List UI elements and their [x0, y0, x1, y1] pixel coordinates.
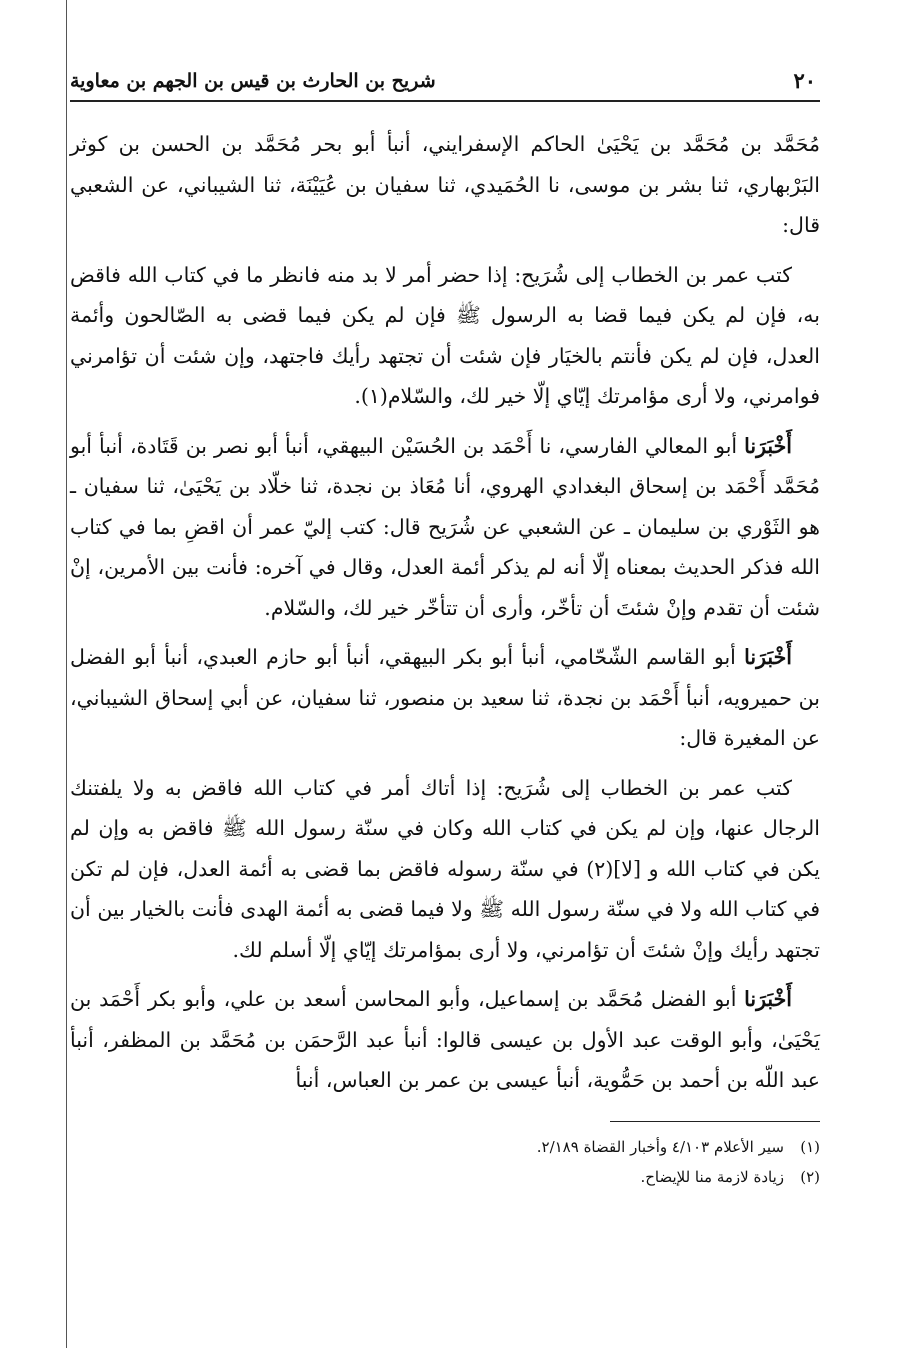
- page-number: ٢٠: [793, 68, 816, 93]
- running-title: شريح بن الحارث بن قيس بن الجهم بن معاوية: [70, 70, 436, 92]
- paragraph: [70, 426, 820, 629]
- footnote-separator: [610, 1121, 820, 1122]
- running-head: [70, 60, 820, 102]
- footnote-number: (٢): [800, 1167, 820, 1186]
- body-text: [70, 124, 820, 1101]
- footnote: [70, 1162, 820, 1192]
- footnote-number: (١): [800, 1137, 820, 1156]
- footnote-text: سير الأعلام ٤/١٠٣ وأخبار القضاة ٢/١٨٩.: [536, 1137, 784, 1156]
- page-margin-rule: [66, 0, 67, 1348]
- paragraph-text: كتب عمر بن الخطاب إلى شُرَيح: إذا حضر أمر لا بد منه فانظر ما في كتاب الله فاقض به، فإن لم يكن فيما قضا به الرسول ﷺ فإن لم يكن فيما قضى به الصّالحون وأئمة العدل، فإن لم يكن فأنتم بالخيَار فإن شئت أن تجتهد رأيك فاجتهد، وإن شئت أن تؤامرني فوامرني، ولا أرى مؤامرتك إيّاي إلّا خير لك، والسّلام(١).: [70, 262, 820, 408]
- paragraph: [70, 768, 820, 971]
- akhbarana-keyword: أَخْبَرَنا: [744, 987, 792, 1011]
- paragraph: [70, 124, 820, 246]
- akhbarana-keyword: أَخْبَرَنا: [744, 645, 792, 669]
- paragraph-text: أبو المعالي الفارسي، نا أَحْمَد بن الحُسَيْن البيهقي، أنبأ أبو نصر بن قَتَادة، أنبأ أبو مُحَمَّد أَحْمَد بن إسحاق البغدادي الهروي، أنا مُعَاذ بن نجدة، ثنا خلّاد بن يَحْيَىٰ، ثنا سفيان ـ هو الثَوْري بن سليمان ـ عن الشعبي عن شُرَيح قال: كتب إليّ عمر أن اقضِ بما في كتاب الله فذكر الحديث بمعناه إلّا أنه لم يذكر أئمة العدل، وقال في آخره: فأنت بين الأمرين، إنْ شئت أن تقدم وإنْ شئتَ أن تأخّر، وأرى أن تتأخّر خير لك، والسّلام.: [70, 433, 820, 620]
- paragraph-text: أبو القاسم الشّحّامي، أنبأ أبو بكر البيهقي، أنبأ أبو حازم العبدي، أنبأ أبو الفضل بن حميرويه، أنبأ أَحْمَد بن نجدة، ثنا سعيد بن منصور، ثنا سفيان، عن أبي إسحاق الشيباني، عن المغيرة قال:: [70, 645, 820, 750]
- paragraph-text: مُحَمَّد بن مُحَمَّد بن يَحْيَىٰ الحاكم الإسفرايني، أنبأ أبو بحر مُحَمَّد بن الحسن بن كوثر البَرْبهاري، ثنا بشر بن موسى، نا الحُمَيدي، ثنا سفيان بن عُيَيْنَة، ثنا الشيباني، عن الشعبي قال:: [70, 132, 820, 237]
- paragraph: [70, 255, 820, 417]
- paragraph: [70, 979, 820, 1101]
- paragraph: [70, 637, 820, 759]
- page: [70, 60, 820, 1192]
- paragraph-text: أبو الفضل مُحَمَّد بن إسماعيل، وأبو المحاسن أسعد بن علي، وأبو بكر أَحْمَد بن يَحْيَىٰ، وأبو الوقت عبد الأول بن عيسى قالوا: أنبأ عبد الرَّحمَن بن مُحَمَّد بن المظفر، أنبأ عبد اللّه بن أحمد بن حَمُّوية، أنبأ عيسى بن عمر بن العباس، أنبأ: [70, 987, 820, 1092]
- footnote: [70, 1132, 820, 1162]
- footnote-text: زيادة لازمة منا للإيضاح.: [640, 1167, 784, 1186]
- footnotes: [70, 1132, 820, 1192]
- paragraph-text: كتب عمر بن الخطاب إلى شُرَيح: إذا أتاك أمر في كتاب الله فاقض به ولا يلفتنك الرجال عنها، وإن لم يكن في كتاب الله وكان في سنّة رسول الله ﷺ فاقض به وإن لم يكن في كتاب الله و [لا](٢) في سنّة رسوله فاقض بما قضى به أئمة العدل، فإن لم تكن في كتاب الله ولا في سنّة رسول الله ﷺ ولا فيما قضى به أئمة الهدى فأنت بالخيار بين أن تجتهد رأيك وإنْ شئتَ أن تؤامرني، ولا أرى بمؤامرتك إيّاي إلّا أسلم لك.: [70, 775, 820, 962]
- akhbarana-keyword: أَخْبَرَنا: [744, 433, 792, 458]
